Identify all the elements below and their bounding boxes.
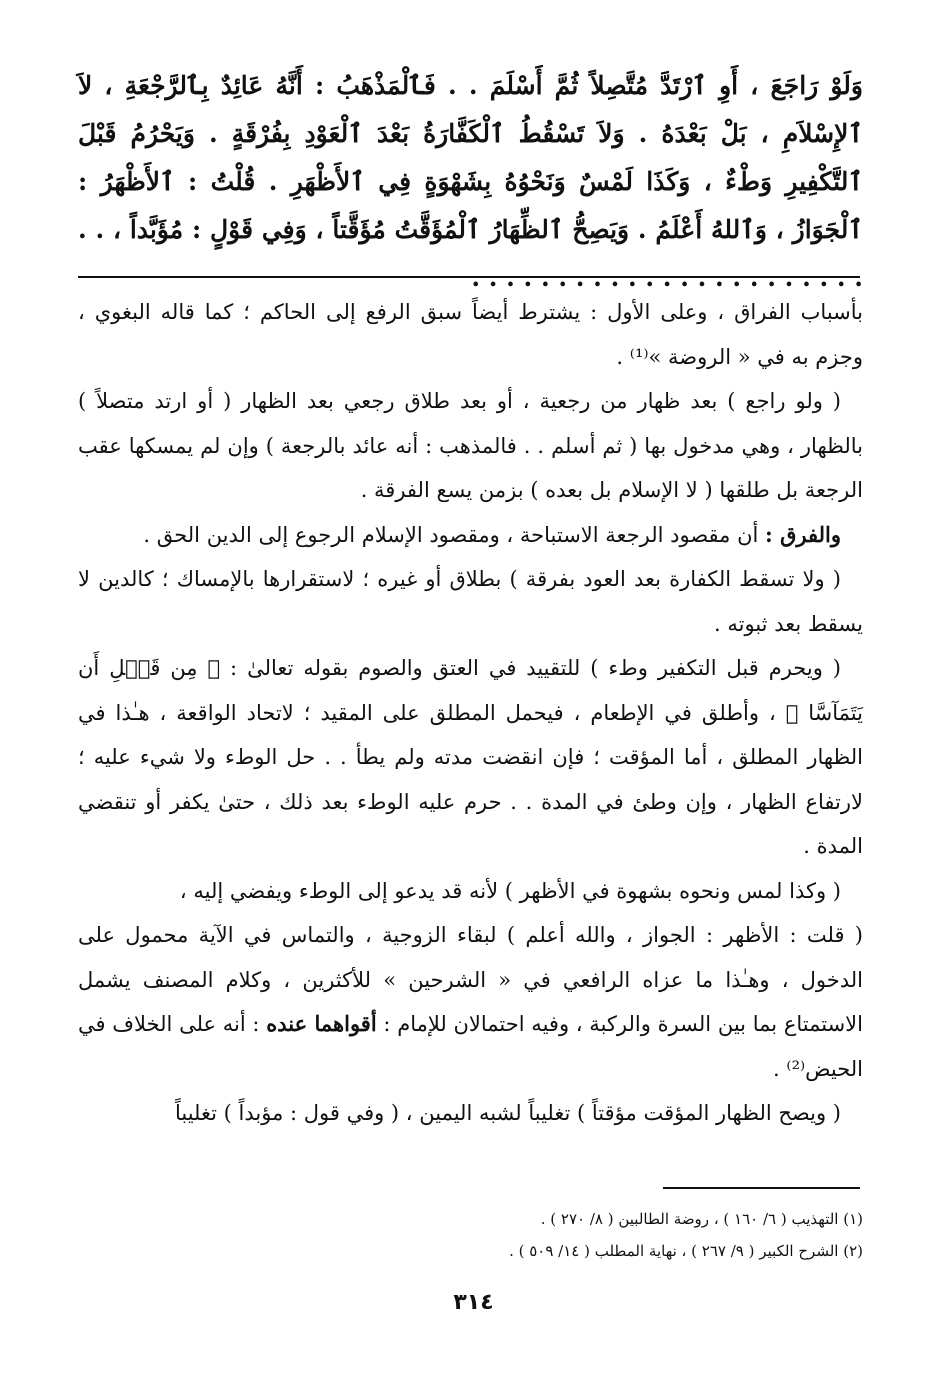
footnote-separator-rule	[663, 1187, 860, 1189]
commentary-paragraph-7	[78, 913, 863, 1091]
footnote-2: (٢) الشرح الكبير ( ٩/ ٢٦٧ ) ، نهاية المطلب ( ١٤/ ٥٠٩ ) .	[509, 1242, 863, 1260]
commentary-paragraph-4: ( ولا تسقط الكفارة بعد العود بفرقة ) بطلاق أو غيره ؛ لاستقرارها بالإمساك ؛ كالدين لا يسقط بعد ثبوته .	[78, 567, 863, 636]
commentary-paragraph-2: ( ولو راجع ) بعد ظهار من رجعية ، أو بعد طلاق رجعي بعد الظهار ( أو ارتد متصلاً ) بالظهار ، وهي مدخول بها ( ثم أسلم . . فالمذهب : أنه عائد بالرجعة ) وإن لم يمسكها عقب الرجعة بل طلقها ( لا الإسلام بل بعده ) بزمن يسع الفرقة .	[78, 389, 863, 502]
commentary-paragraph-5: ( ويحرم قبل التكفير وطء ) للتقييد في العتق والصوم بقوله تعالىٰ : ﴿ مِن قَبۡلِ أَن يَتَمَآسَّا ﴾ ، وأطلق في الإطعام ، فيحمل المطلق على المقيد ؛ لاتحاد الواقعة ، هـٰذا في الظهار المطلق ، أما المؤقت ؛ فإن انقضت مدته ولم يطأ . . حل الوطء ولا شيء عليه ؛ لارتفاع الظهار ، وإن وطئ في المدة . . حرم عليه الوطء بعد ذلك ، حتىٰ يكفر أو تنقضي المدة .	[78, 656, 863, 858]
commentary-block	[78, 290, 863, 1136]
footnotes	[78, 1203, 863, 1267]
commentary-paragraph-7-b: : أنه على الخلاف في الحيض⁽²⁾ .	[78, 1012, 863, 1081]
page-number: ٣١٤	[453, 1290, 494, 1315]
commentary-paragraph-3-text: أن مقصود الرجعة الاستباحة ، ومقصود الإسلام الرجوع إلى الدين الحق .	[143, 522, 759, 547]
commentary-paragraph-8: ( ويصح الظهار المؤقت مؤقتاً ) تغليباً لشبه اليمين ، ( وفي قول : مؤبداً ) تغليباً	[174, 1101, 841, 1125]
matn-block	[78, 62, 863, 302]
matn-separator-rule	[78, 276, 860, 278]
commentary-paragraph-1: بأسباب الفراق ، وعلى الأول : يشترط أيضاً سبق الرفع إلى الحاكم ؛ كما قاله البغوي ، وجزم به في « الروضة »⁽¹⁾ .	[78, 300, 863, 369]
matn-text	[78, 62, 863, 302]
commentary-paragraph-3	[78, 513, 863, 558]
commentary-bold-aqwahuma: أقواهما عنده	[266, 1011, 377, 1036]
commentary-paragraph-6: ( وكذا لمس ونحوه بشهوة في الأظهر ) لأنه قد يدعو إلى الوطء ويفضي إليه ،	[179, 878, 841, 903]
footnote-1: (١) التهذيب ( ٦/ ١٦٠ ) ، روضة الطالبين ( ٨/ ٢٧٠ ) .	[540, 1210, 863, 1228]
commentary-paragraph-7-a: ( قلت : الأظهر : الجواز ، والله أعلم ) لبقاء الزوجية ، والتماس في الآية محمول على الدخول ، وهـٰذا ما عزاه الرافعي في « الشرحين » للأكثرين ، وكلام المصنف يشمل الاستمتاع بما بين السرة والركبة ، وفيه احتمالان للإمام :	[78, 923, 863, 1036]
commentary-label-farq: والفرق :	[765, 521, 841, 547]
matn-paragraph: وَلَوْ رَاجَعَ ، أَوِ ٱرْتَدَّ مُتَّصِلاً ثُمَّ أَسْلَمَ . . فَٱلْمَذْهَبُ : أَنَّهُ عَائِدٌ بِٱلرَّجْعَةِ ، لاَ ٱلإِسْلاَمِ ، بَلْ بَعْدَهُ . وَلاَ تَسْقُطُ ٱلْكَفَّارَةُ بَعْدَ ٱلْعَوْدِ بِفُرْقَةٍ . وَيَحْرُمُ قَبْلَ ٱلتَّكْفِيرِ وَطْءٌ ، وَكَذَا لَمْسٌ وَنَحْوُهُ بِشَهْوَةٍ فِي ٱلأَظْهَرِ . قُلْتُ : ٱلأَظْهَرُ : ٱلْجَوَازُ ، وَٱللهُ أَعْلَمُ . وَيَصِحُّ ٱلظِّهَارُ ٱلْمُؤَقَّتُ مُؤَقَّتاً ، وَفِي قَوْلٍ : مُؤَبَّداً ، . . . . . . . . . . . . . . . . . . . . . . . . .	[78, 71, 863, 292]
